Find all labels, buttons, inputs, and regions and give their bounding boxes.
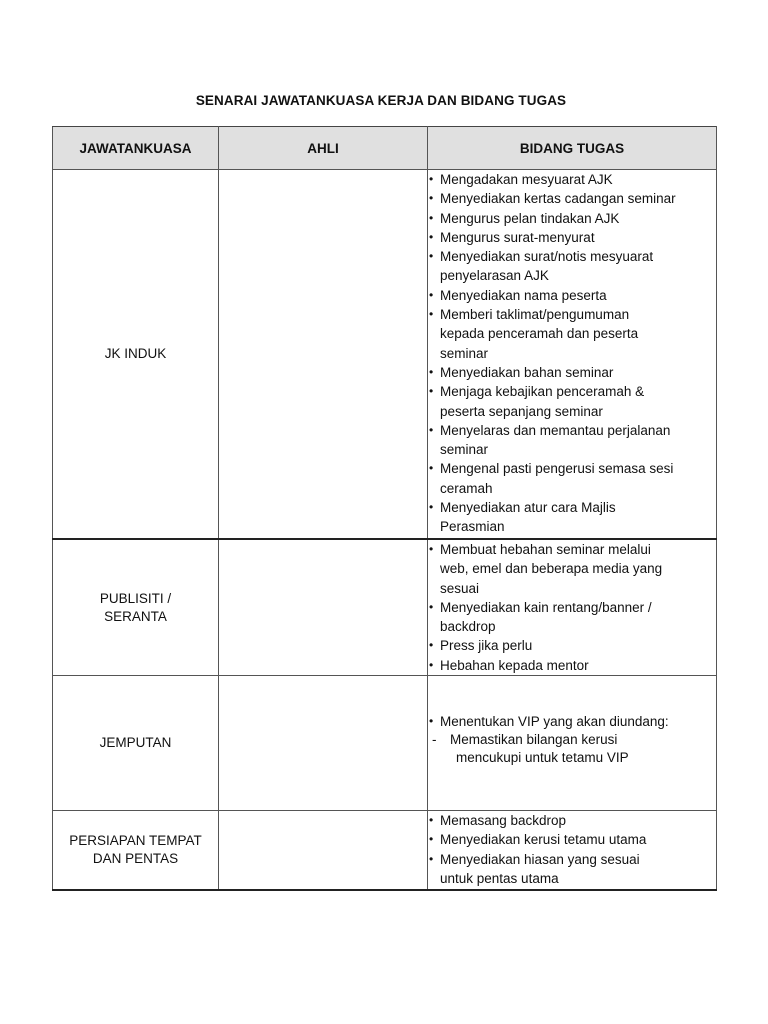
duty-item: • Mengenal pasti pengerusi semasa sesi ceramah: [428, 459, 716, 498]
members-cell: [219, 676, 428, 811]
duty-item: • Menyediakan nama peserta: [428, 286, 716, 305]
duty-item: • Menjaga kebajikan penceramah & peserta sepanjang seminar: [428, 382, 716, 421]
duties-list: [428, 170, 716, 537]
duties-cell: [428, 811, 717, 891]
committee-table: [52, 126, 717, 891]
duty-item: • Menyediakan kerusi tetamu utama: [428, 830, 716, 849]
duty-item: • Menyediakan bahan seminar: [428, 363, 716, 382]
header-duties: BIDANG TUGAS: [428, 127, 717, 170]
table-row-persiapan: [53, 811, 717, 891]
duty-item: • Menyediakan hiasan yang sesuai untuk pentas utama: [428, 850, 716, 889]
duty-item: • Menentukan VIP yang akan diundang:: [428, 712, 716, 731]
table-row-jk-induk: [53, 170, 717, 540]
sub-duty-item: - Memastikan bilangan kerusi mencukupi untuk tetamu VIP: [432, 731, 716, 767]
duties-cell: [428, 170, 717, 540]
members-cell: [219, 811, 428, 891]
duties-list: [428, 811, 716, 888]
duty-item: • Memasang backdrop: [428, 811, 716, 830]
duty-item: • Press jika perlu: [428, 636, 716, 655]
header-members: AHLI: [219, 127, 428, 170]
members-cell: [219, 539, 428, 676]
table-header-row: [53, 127, 717, 170]
duty-item: • Memberi taklimat/pengumuman kepada penceramah dan peserta seminar: [428, 305, 716, 363]
duty-item: • Mengurus surat-menyurat: [428, 228, 716, 247]
duties-cell: [428, 676, 717, 811]
duty-item: • Mengurus pelan tindakan AJK: [428, 209, 716, 228]
duty-item: • Membuat hebahan seminar melalui web, emel dan beberapa media yang sesuai: [428, 540, 716, 598]
committee-name: JK INDUK: [53, 170, 219, 540]
header-committee: JAWATANKUASA: [53, 127, 219, 170]
duties-list: [428, 712, 716, 731]
document-title: SENARAI JAWATANKUASA KERJA DAN BIDANG TUGAS: [195, 93, 567, 108]
duties-list: [428, 540, 716, 675]
duty-item: • Menyediakan kertas cadangan seminar: [428, 189, 716, 208]
table-row-publisiti: [53, 539, 717, 676]
committee-name: PUBLISITI / SERANTA: [53, 539, 219, 676]
duty-item: • Mengadakan mesyuarat AJK: [428, 170, 716, 189]
duty-item: • Menyediakan surat/notis mesyuarat penyelarasan AJK: [428, 247, 716, 286]
committee-name: PERSIAPAN TEMPAT DAN PENTAS: [53, 811, 219, 891]
duty-item: • Menyediakan atur cara Majlis Perasmian: [428, 498, 716, 537]
duty-item: • Hebahan kepada mentor: [428, 656, 716, 675]
table-row-jemputan: [53, 676, 717, 811]
committee-name: JEMPUTAN: [53, 676, 219, 811]
duty-item: • Menyediakan kain rentang/banner / backdrop: [428, 598, 716, 637]
sub-duties-list: [428, 731, 716, 767]
duties-cell: [428, 539, 717, 676]
duty-item: • Menyelaras dan memantau perjalanan seminar: [428, 421, 716, 460]
members-cell: [219, 170, 428, 540]
